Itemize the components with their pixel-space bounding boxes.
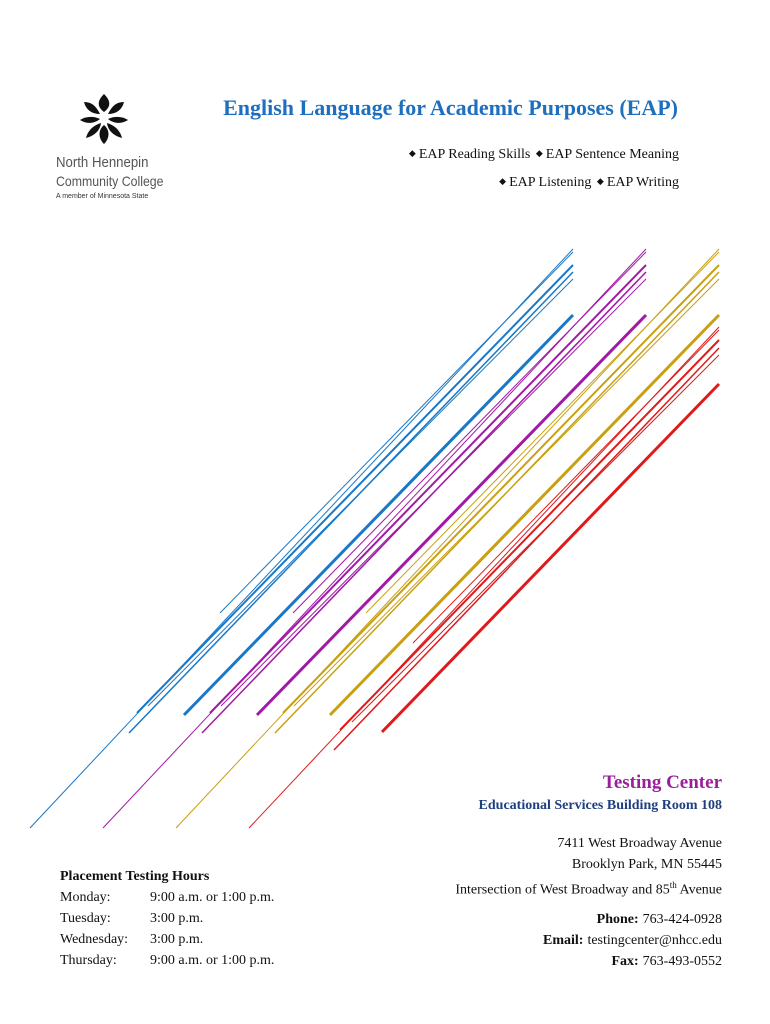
- diamond-bullet-icon: ◆: [408, 148, 416, 158]
- subject-item: EAP Writing: [606, 175, 679, 190]
- hours-row: [60, 908, 274, 929]
- address-city: Brooklyn Park, MN 55445: [571, 857, 722, 872]
- contact-info: [543, 909, 722, 972]
- decorative-line: [220, 252, 573, 613]
- college-name-line2: Community College: [56, 173, 164, 189]
- decorative-line: [148, 279, 573, 706]
- hours-title: Placement Testing Hours: [60, 869, 210, 884]
- hours-time: 9:00 a.m. or 1:00 p.m.: [150, 953, 275, 968]
- email-row: [543, 930, 722, 951]
- diamond-bullet-icon: ◆: [596, 176, 604, 186]
- hours-day: Monday:: [60, 890, 111, 905]
- hours-row: [60, 929, 274, 950]
- phone-number[interactable]: 763-424-0928: [642, 912, 722, 927]
- decorative-line: [340, 340, 719, 730]
- decorative-line: [221, 279, 646, 706]
- address-intersection: Intersection of West Broadway and 85th Avenue: [455, 880, 722, 898]
- hours-time: 3:00 p.m.: [150, 911, 204, 926]
- college-name-line1: North Hennepin: [56, 154, 149, 171]
- email-label: Email:: [542, 933, 584, 948]
- page-title: English Language for Academic Purposes (EAP): [223, 95, 678, 120]
- hours-time: 9:00 a.m. or 1:00 p.m.: [150, 890, 275, 905]
- decorative-line: [352, 355, 719, 722]
- subject-item: EAP Listening: [509, 175, 592, 190]
- fax-row: [543, 951, 722, 972]
- hours-row: [60, 887, 274, 908]
- testing-center-title: Testing Center: [602, 772, 722, 793]
- hours-row: [60, 950, 274, 971]
- decorative-line: [184, 315, 573, 715]
- decorative-line: [334, 348, 719, 750]
- decorative-line: [293, 252, 646, 613]
- placement-testing-hours: [60, 866, 274, 971]
- college-tagline: A member of Minnesota State: [56, 193, 149, 200]
- email-address[interactable]: testingcenter@nhcc.edu: [587, 933, 722, 948]
- diamond-bullet-icon: ◆: [535, 148, 543, 158]
- gold-line-group: [176, 249, 719, 828]
- decorative-line: [294, 279, 719, 706]
- hours-day: Thursday:: [60, 953, 117, 968]
- hours-day: Tuesday:: [60, 911, 111, 926]
- testing-center-address: [455, 833, 722, 901]
- address-street: 7411 West Broadway Avenue: [557, 836, 722, 851]
- testing-center-room: Educational Services Building Room 108: [478, 798, 722, 813]
- fax-number: 763-493-0552: [642, 954, 722, 969]
- hours-time: 3:00 p.m.: [150, 932, 204, 947]
- fax-label: Fax:: [611, 954, 639, 969]
- subject-item: EAP Reading Skills: [418, 147, 531, 162]
- blue-line-group: [30, 249, 573, 828]
- decorative-line: [413, 330, 719, 643]
- subject-item: EAP Sentence Meaning: [545, 147, 679, 162]
- purple-line-group: [103, 249, 646, 828]
- phone-label: Phone:: [596, 912, 639, 927]
- decorative-line: [137, 265, 573, 713]
- hours-day: Wednesday:: [60, 932, 129, 947]
- diamond-bullet-icon: ◆: [499, 176, 507, 186]
- phone-row: [543, 909, 722, 930]
